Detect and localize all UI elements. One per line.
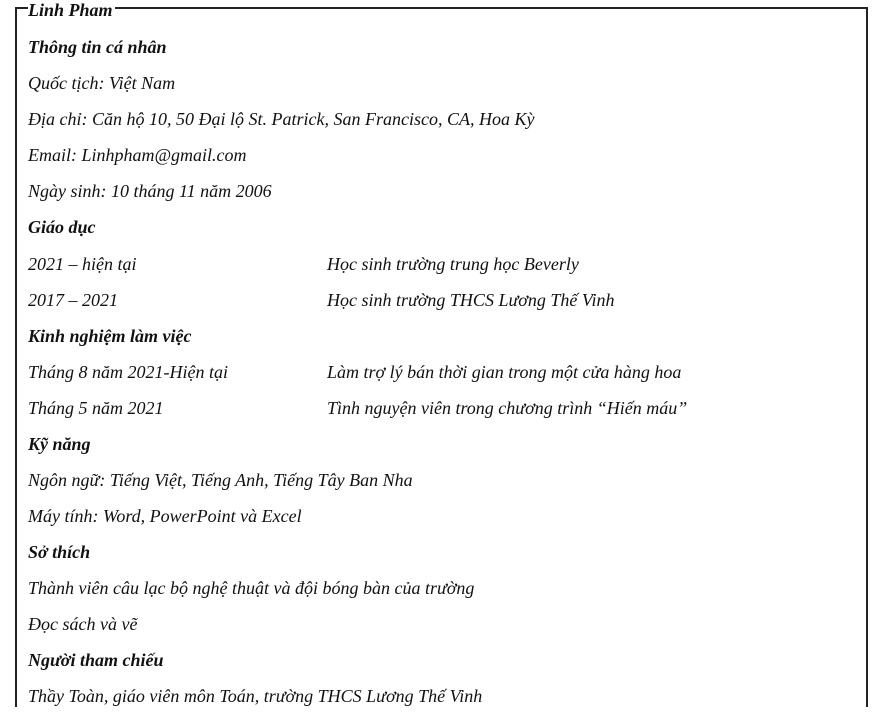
education-heading: Giáo dục xyxy=(28,217,96,237)
dob-text: Ngày sinh: 10 tháng 11 năm 2006 xyxy=(28,181,272,201)
experience-period: Tháng 8 năm 2021-Hiện tại xyxy=(28,362,228,382)
cv-name: Linh Pham xyxy=(28,0,113,20)
hobby-item: Thành viên câu lạc bộ nghệ thuật và đội bóng bàn của trường xyxy=(28,578,475,598)
hobby-item: Đọc sách và vẽ xyxy=(28,614,138,634)
experience-detail: Tình nguyện viên trong chương trình “Hiến máu” xyxy=(327,398,688,418)
experience-period: Tháng 5 năm 2021 xyxy=(28,398,164,418)
education-period: 2017 – 2021 xyxy=(28,290,118,310)
personal-info-heading: Thông tin cá nhân xyxy=(28,37,167,57)
education-period: 2021 – hiện tại xyxy=(28,254,137,274)
address-text: Địa chỉ: Căn hộ 10, 50 Đại lộ St. Patrick, San Francisco, CA, Hoa Kỳ xyxy=(28,109,535,129)
reference-item: Thầy Toàn, giáo viên môn Toán, trường THCS Lương Thế Vinh xyxy=(28,686,483,706)
experience-heading: Kinh nghiệm làm việc xyxy=(28,326,192,346)
computer-skills-text: Máy tính: Word, PowerPoint và Excel xyxy=(28,506,302,526)
email-text: Email: Linhpham@gmail.com xyxy=(28,145,247,165)
languages-text: Ngôn ngữ: Tiếng Việt, Tiếng Anh, Tiếng Tây Ban Nha xyxy=(28,470,413,490)
nationality-text: Quốc tịch: Việt Nam xyxy=(28,73,176,93)
skills-heading: Kỹ năng xyxy=(28,434,91,454)
references-heading: Người tham chiếu xyxy=(28,650,164,670)
hobbies-heading: Sở thích xyxy=(28,542,91,562)
education-detail: Học sinh trường trung học Beverly xyxy=(327,254,579,274)
education-detail: Học sinh trường THCS Lương Thế Vinh xyxy=(327,290,615,310)
experience-detail: Làm trợ lý bán thời gian trong một cửa hàng hoa xyxy=(327,362,682,382)
